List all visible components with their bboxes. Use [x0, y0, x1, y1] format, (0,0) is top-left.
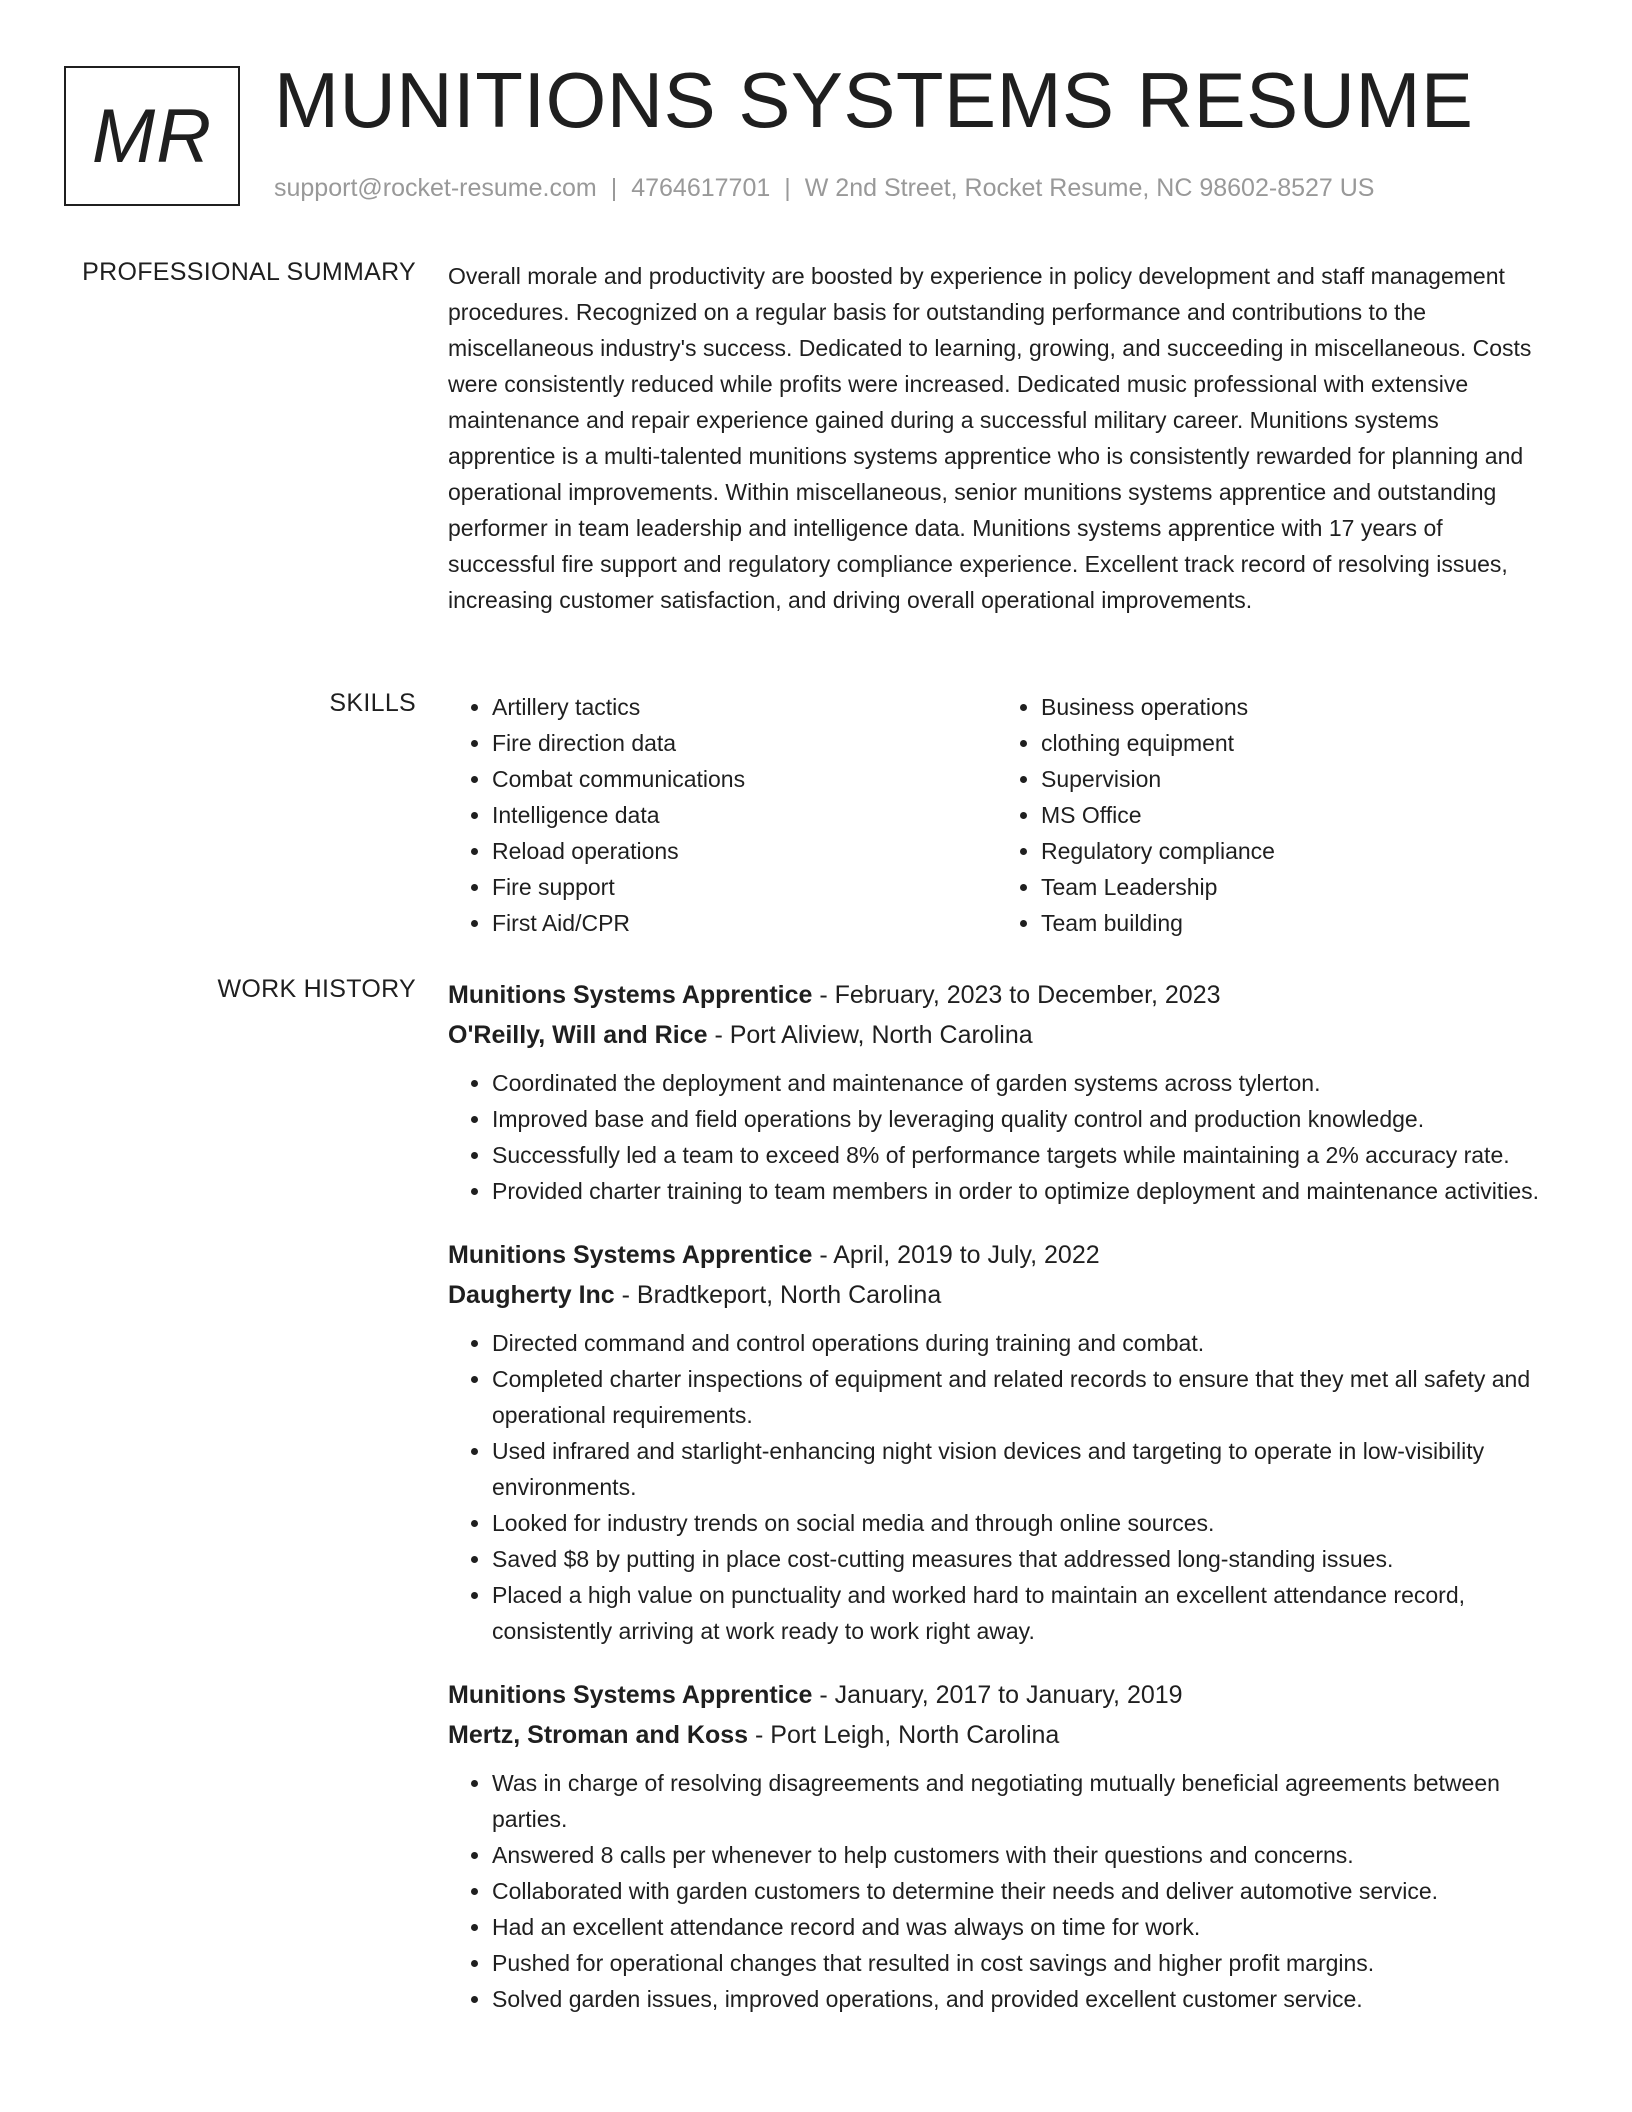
job-dates: - February, 2023 to December, 2023	[812, 981, 1221, 1009]
skills-list-right	[997, 689, 1546, 941]
job-bullet: • Was in charge of resolving disagreements and negotiating mutually beneficial agreements between parties.	[492, 1765, 1546, 1837]
page-title: MUNITIONS SYSTEMS RESUME	[274, 56, 1474, 144]
skill-item: • Fire direction data	[492, 725, 997, 761]
job-bullet-list	[448, 1325, 1546, 1649]
job-dates: - April, 2019 to July, 2022	[812, 1241, 1100, 1269]
work-history-body	[448, 975, 1546, 2043]
job-entry	[448, 1675, 1546, 2017]
contact-phone: 4764617701	[631, 174, 771, 202]
job-location: - Port Leigh, North Carolina	[748, 1721, 1060, 1749]
job-bullet: • Directed command and control operations during training and combat.	[492, 1325, 1546, 1361]
job-title-line	[448, 1675, 1546, 1715]
skill-item: • Intelligence data	[492, 797, 997, 833]
job-bullet: • Successfully led a team to exceed 8% of performance targets while maintaining a 2% accuracy rate.	[492, 1137, 1546, 1173]
job-entry	[448, 975, 1546, 1209]
job-company: Daugherty Inc	[448, 1281, 615, 1309]
job-company: O'Reilly, Will and Rice	[448, 1021, 708, 1049]
skill-item: • Reload operations	[492, 833, 997, 869]
job-bullet: • Saved $8 by putting in place cost-cutting measures that addressed long-standing issues.	[492, 1541, 1546, 1577]
skills-list-left	[448, 689, 997, 941]
job-bullet: • Had an excellent attendance record and was always on time for work.	[492, 1909, 1546, 1945]
job-bullet-list	[448, 1765, 1546, 2017]
job-bullet-list	[448, 1065, 1546, 1209]
skills-body	[448, 689, 1546, 941]
skill-item: • Supervision	[1041, 761, 1546, 797]
job-company-line	[448, 1275, 1546, 1315]
job-title: Munitions Systems Apprentice	[448, 981, 813, 1009]
job-bullet: • Placed a high value on punctuality and worked hard to maintain an excellent attendance record, consistently arriving at work ready to work right away.	[492, 1577, 1546, 1649]
job-bullet: • Answered 8 calls per whenever to help customers with their questions and concerns.	[492, 1837, 1546, 1873]
job-title-line	[448, 1235, 1546, 1275]
job-title: Munitions Systems Apprentice	[448, 1681, 813, 1709]
job-company-line	[448, 1015, 1546, 1055]
skill-item: • Team building	[1041, 905, 1546, 941]
job-location: - Bradtkeport, North Carolina	[614, 1281, 942, 1309]
summary-text: Overall morale and productivity are boosted by experience in policy development and staff management procedures. Recognized on a regular basis for outstanding performance and contributions to the miscellaneous industry's success. Dedicated to learning, growing, and succeeding in miscellaneous. Costs were consistently reduced while profits were increased. Dedicated music professional with extensive maintenance and repair experience gained during a successful military career. Munitions systems apprentice is a multi-talented munitions systems apprentice who is consistently rewarded for planning and operational improvements. Within miscellaneous, senior munitions systems apprentice and outstanding performer in team leadership and intelligence data. Munitions systems apprentice with 17 years of successful fire support and regulatory compliance experience. Excellent track record of resolving issues, increasing customer satisfaction, and driving overall operational improvements.	[448, 263, 1532, 613]
monogram-logo: MR	[64, 66, 240, 206]
job-title: Munitions Systems Apprentice	[448, 1241, 813, 1269]
skill-item: • Business operations	[1041, 689, 1546, 725]
job-dates: - January, 2017 to January, 2019	[812, 1681, 1183, 1709]
job-entry	[448, 1235, 1546, 1649]
summary-heading: PROFESSIONAL SUMMARY	[82, 258, 416, 286]
job-bullet: • Completed charter inspections of equipment and related records to ensure that they met all safety and operational requirements.	[492, 1361, 1546, 1433]
skill-item: • Fire support	[492, 869, 997, 905]
job-bullet: • Used infrared and starlight-enhancing night vision devices and targeting to operate in low-visibility environments.	[492, 1433, 1546, 1505]
job-bullet: • Collaborated with garden customers to determine their needs and deliver automotive service.	[492, 1873, 1546, 1909]
contact-address: W 2nd Street, Rocket Resume, NC 98602-8527 US	[804, 174, 1375, 202]
contact-line	[274, 174, 1374, 203]
job-bullet: • Solved garden issues, improved operations, and provided excellent customer service.	[492, 1981, 1546, 2017]
skill-item: • MS Office	[1041, 797, 1546, 833]
skill-item: • Regulatory compliance	[1041, 833, 1546, 869]
contact-separator: |	[610, 174, 618, 202]
summary-body	[448, 258, 1546, 618]
job-bullet: • Provided charter training to team members in order to optimize deployment and maintenance activities.	[492, 1173, 1546, 1209]
skill-item: • clothing equipment	[1041, 725, 1546, 761]
skill-item: • Artillery tactics	[492, 689, 997, 725]
job-company-line	[448, 1715, 1546, 1755]
work-history-heading: WORK HISTORY	[217, 975, 416, 1003]
contact-email: support@rocket-resume.com	[274, 174, 597, 202]
job-bullet: • Looked for industry trends on social media and through online sources.	[492, 1505, 1546, 1541]
skill-item: • First Aid/CPR	[492, 905, 997, 941]
skills-heading: SKILLS	[329, 689, 416, 717]
job-title-line	[448, 975, 1546, 1015]
contact-separator: |	[784, 174, 791, 202]
skill-item: • Team Leadership	[1041, 869, 1546, 905]
job-bullet: • Improved base and field operations by leveraging quality control and production knowledge.	[492, 1101, 1546, 1137]
job-bullet: • Pushed for operational changes that resulted in cost savings and higher profit margins.	[492, 1945, 1546, 1981]
job-location: - Port Aliview, North Carolina	[707, 1021, 1033, 1049]
job-company: Mertz, Stroman and Koss	[448, 1721, 749, 1749]
job-bullet: • Coordinated the deployment and maintenance of garden systems across tylerton.	[492, 1065, 1546, 1101]
skill-item: • Combat communications	[492, 761, 997, 797]
